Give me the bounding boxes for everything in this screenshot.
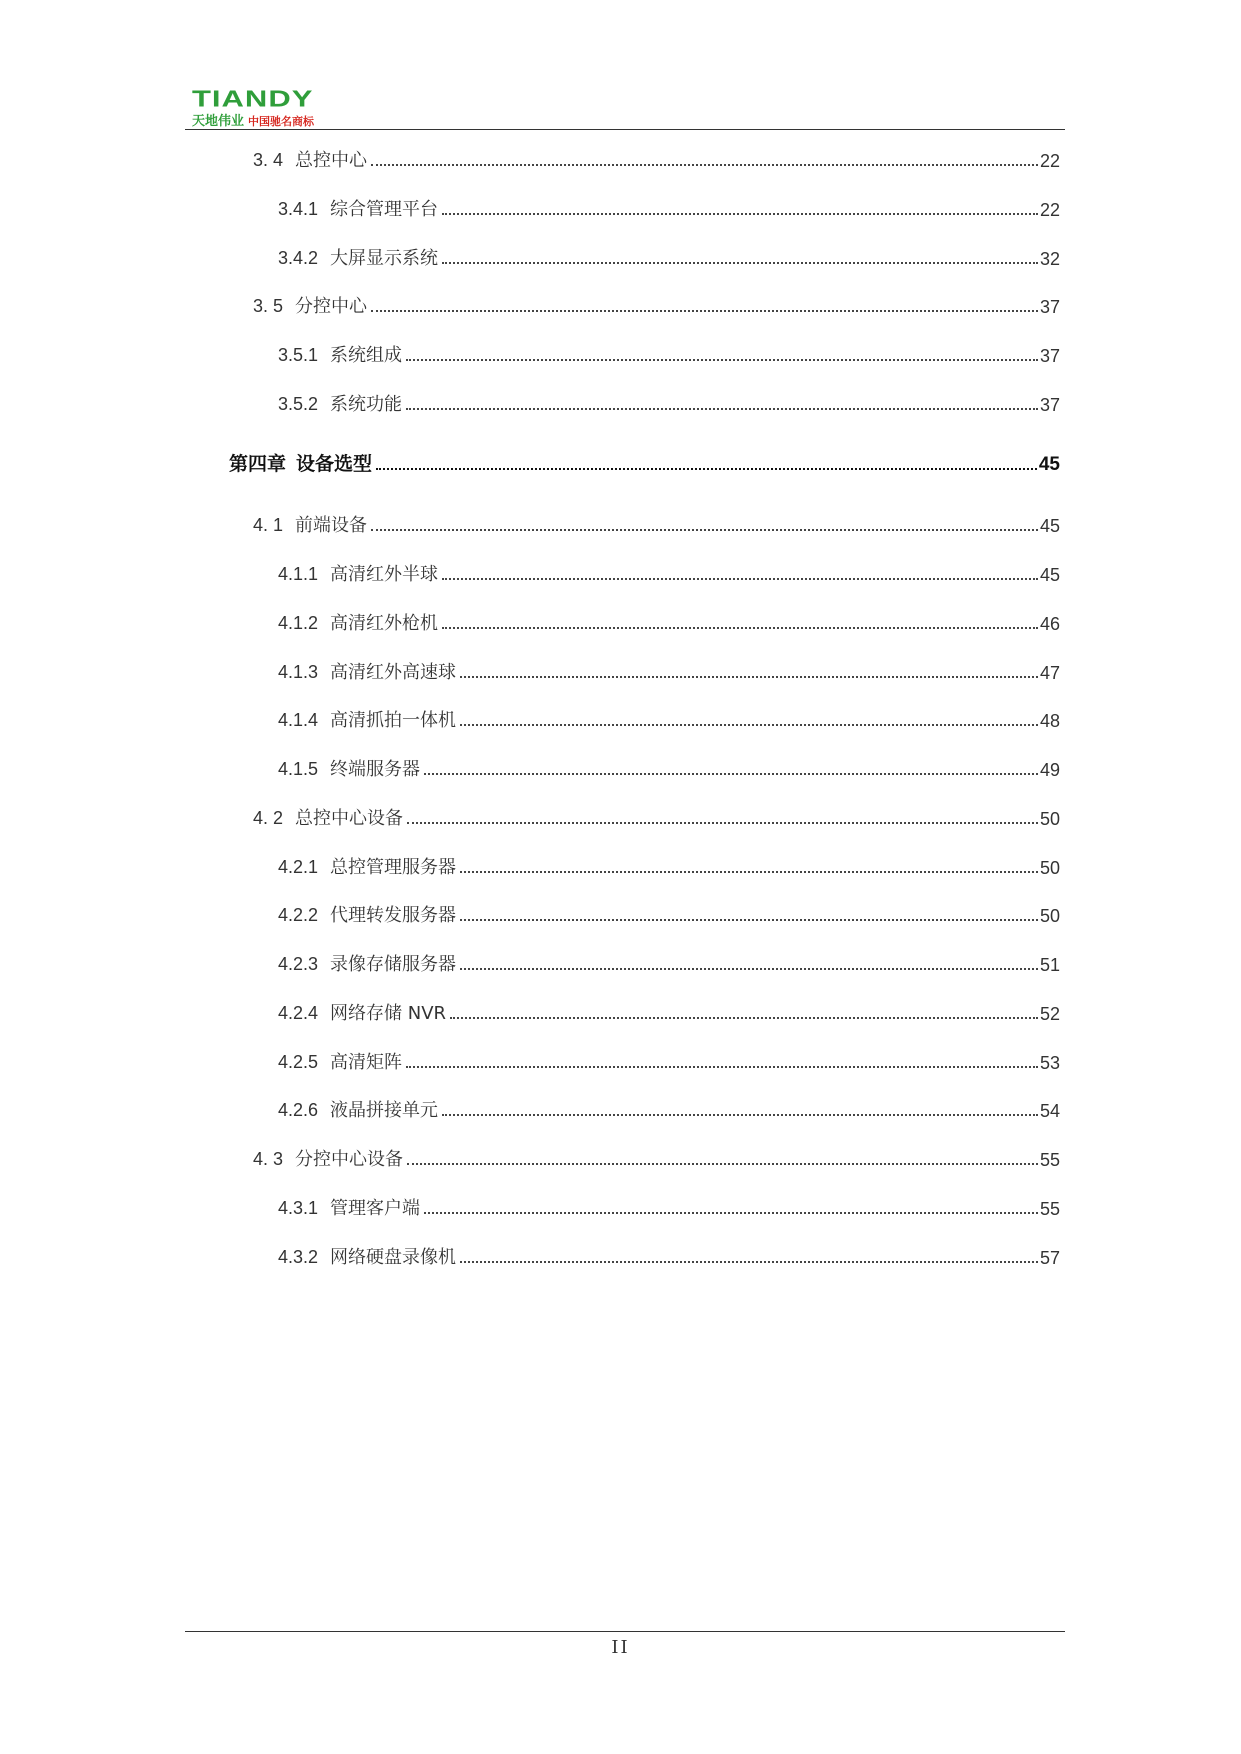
logo-subtitle: [192, 112, 314, 128]
toc-entry-label: [278, 760, 420, 779]
toc-entry[interactable]: [278, 337, 1060, 365]
toc-entry-number: 4.1.4: [278, 710, 319, 730]
toc-entry-title: 前端设备: [295, 515, 368, 536]
toc-entry-page: 45: [1039, 516, 1060, 536]
toc-entry-label: [253, 151, 367, 170]
toc-dot-leader: [460, 676, 1038, 678]
toc-entry-title: 综合管理平台: [330, 199, 439, 220]
toc-entry-number: 4.1.3: [278, 662, 319, 682]
toc-dot-leader: [406, 408, 1038, 410]
toc-entry-title: 高清红外枪机: [330, 613, 439, 634]
toc-entry-label: [253, 297, 367, 316]
toc-entry-title: 系统功能: [330, 394, 403, 415]
toc-entry-title: 高清抓拍一体机: [330, 710, 457, 731]
toc-entry-label: [253, 809, 403, 828]
toc-entry-number: 第四章: [229, 453, 287, 475]
toc-entry-page: 46: [1039, 614, 1060, 634]
toc-entry-title: 终端服务器: [330, 759, 421, 780]
toc-entry-page: 49: [1039, 760, 1060, 780]
toc-dot-leader: [406, 1066, 1038, 1068]
toc-entry[interactable]: [253, 142, 1060, 170]
toc-entry-title: 分控中心: [295, 296, 368, 317]
toc-dot-leader: [460, 919, 1038, 921]
toc-entry-number: 4. 1: [253, 515, 284, 535]
toc-dot-leader: [460, 724, 1038, 726]
toc-entry-page: 52: [1039, 1004, 1060, 1024]
toc-entry[interactable]: [229, 446, 1060, 474]
toc-dot-leader: [442, 578, 1038, 580]
toc-entry-title: 总控中心: [295, 150, 368, 171]
toc-entry-number: 4.2.1: [278, 857, 319, 877]
toc-entry-title: 网络硬盘录像机: [330, 1247, 457, 1268]
toc-entry-label: [278, 1053, 402, 1072]
toc-entry-label: [278, 1004, 446, 1023]
toc-entry-label: [278, 1199, 420, 1218]
toc-entry-number: 3.4.1: [278, 199, 319, 219]
toc-dot-leader: [407, 822, 1038, 824]
toc-entry-page: 37: [1039, 346, 1060, 366]
toc-entry-number: 3.4.2: [278, 248, 319, 268]
toc-entry-page: 47: [1039, 663, 1060, 683]
toc-entry-label: [278, 1248, 456, 1267]
toc-entry-label: [278, 565, 438, 584]
toc-dot-leader: [442, 213, 1038, 215]
toc-entry-title: 高清红外高速球: [330, 662, 457, 683]
toc-dot-leader: [450, 1017, 1038, 1019]
toc-dot-leader: [407, 1163, 1038, 1165]
toc-entry[interactable]: [278, 702, 1060, 730]
tiandy-logo: [192, 85, 315, 129]
toc-entry-label: [253, 1150, 403, 1169]
toc-entry-label: [278, 346, 402, 365]
toc-entry-label: [278, 614, 438, 633]
toc-entry[interactable]: [278, 386, 1060, 414]
toc-entry-label: [278, 200, 438, 219]
toc-entry-page: 37: [1039, 395, 1060, 415]
toc-dot-leader: [442, 1114, 1038, 1116]
toc-dot-leader: [424, 773, 1038, 775]
toc-entry-title: 设备选型: [296, 453, 373, 475]
toc-entry-page: 32: [1039, 249, 1060, 269]
toc-entry-number: 4. 2: [253, 808, 284, 828]
toc-entry[interactable]: [278, 240, 1060, 268]
toc-entry-label: [278, 249, 438, 268]
toc-entry-number: 4.1.2: [278, 613, 319, 633]
header-rule: [185, 129, 1065, 130]
toc-entry-number: 3.5.1: [278, 345, 319, 365]
toc-entry[interactable]: [278, 849, 1060, 877]
toc-entry[interactable]: [278, 751, 1060, 779]
toc-entry-title: 网络存储 NVR: [330, 1003, 447, 1024]
toc-dot-leader: [460, 1261, 1038, 1263]
toc-entry-label: [278, 955, 456, 974]
toc-dot-leader: [376, 468, 1037, 470]
toc-entry-page: 50: [1039, 809, 1060, 829]
page-number: II: [611, 1637, 630, 1658]
toc-entry-page: 54: [1039, 1101, 1060, 1121]
logo-chinese-name: 天地伟业: [192, 114, 245, 129]
toc-entry-page: 55: [1039, 1150, 1060, 1170]
toc-entry[interactable]: [278, 1239, 1060, 1267]
toc-entry-number: 4.1.1: [278, 564, 319, 584]
toc-entry-number: 4.2.2: [278, 905, 319, 925]
toc-entry-page: 51: [1039, 955, 1060, 975]
toc-entry-page: 45: [1039, 565, 1060, 585]
toc-entry[interactable]: [278, 1044, 1060, 1072]
toc-entry-page: 37: [1039, 297, 1060, 317]
toc-dot-leader: [424, 1212, 1038, 1214]
toc-entry-number: 4.3.2: [278, 1247, 319, 1267]
toc-entry[interactable]: [278, 556, 1060, 584]
toc-dot-leader: [460, 871, 1038, 873]
toc-entry-title: 分控中心设备: [295, 1149, 404, 1170]
toc-entry-title: 高清矩阵: [330, 1052, 403, 1073]
toc-dot-leader: [371, 164, 1038, 166]
toc-dot-leader: [442, 262, 1038, 264]
toc-entry-number: 3.5.2: [278, 394, 319, 414]
toc-entry-title: 系统组成: [330, 345, 403, 366]
toc-entry[interactable]: [278, 1190, 1060, 1218]
toc-entry-label: [229, 455, 372, 474]
toc-dot-leader: [442, 627, 1038, 629]
toc-entry-page: 57: [1039, 1248, 1060, 1268]
toc-entry-number: 4.3.1: [278, 1198, 319, 1218]
toc-entry-page: 22: [1039, 200, 1060, 220]
toc-entry-label: [278, 663, 456, 682]
toc-entry-page: 50: [1039, 906, 1060, 926]
toc-entry-number: 4.1.5: [278, 759, 319, 779]
toc-entry-title: 液晶拼接单元: [330, 1100, 439, 1121]
toc-entry-title: 录像存储服务器: [330, 954, 457, 975]
toc-entry[interactable]: [278, 605, 1060, 633]
toc-entry-label: [278, 395, 402, 414]
toc-entry-page: 50: [1039, 858, 1060, 878]
toc-entry-number: 4.2.3: [278, 954, 319, 974]
toc-entry-page: 48: [1039, 711, 1060, 731]
toc-entry-number: 4.2.6: [278, 1100, 319, 1120]
toc-dot-leader: [371, 310, 1038, 312]
toc-entry-number: 3. 4: [253, 150, 284, 170]
toc-entry[interactable]: [278, 995, 1060, 1023]
toc-entry-number: 4.2.4: [278, 1003, 319, 1023]
toc-entry[interactable]: [278, 1092, 1060, 1120]
toc-entry[interactable]: [278, 191, 1060, 219]
toc-entry-page: 45: [1038, 454, 1060, 475]
toc-entry-title: 代理转发服务器: [330, 905, 457, 926]
toc-entry-title: 高清红外半球: [330, 564, 439, 585]
toc-entry[interactable]: [253, 1141, 1060, 1169]
toc-entry-label: [278, 711, 456, 730]
toc-entry-title: 总控管理服务器: [330, 857, 457, 878]
toc-dot-leader: [371, 529, 1038, 531]
toc-entry-label: [278, 906, 456, 925]
toc-entry-page: 22: [1039, 151, 1060, 171]
toc-entry-title: 大屏显示系统: [330, 248, 439, 269]
toc-entry-number: 4. 3: [253, 1149, 284, 1169]
toc-entry-page: 53: [1039, 1053, 1060, 1073]
toc-entry-label: [278, 858, 456, 877]
toc-entry[interactable]: [253, 288, 1060, 316]
toc-entry[interactable]: [278, 654, 1060, 682]
toc-entry-title: 管理客户端: [330, 1198, 421, 1219]
toc-entry[interactable]: [278, 946, 1060, 974]
toc-entry[interactable]: [253, 507, 1060, 535]
logo-wordmark: TIANDY: [192, 85, 314, 112]
toc-entry-page: 55: [1039, 1199, 1060, 1219]
toc-entry[interactable]: [253, 800, 1060, 828]
toc-entry-title: 总控中心设备: [295, 808, 404, 829]
toc-dot-leader: [406, 359, 1038, 361]
toc-dot-leader: [460, 968, 1038, 970]
toc-entry-label: [253, 516, 367, 535]
toc-entry-label: [278, 1101, 438, 1120]
toc-entry[interactable]: [278, 897, 1060, 925]
toc-entry-number: 3. 5: [253, 296, 284, 316]
logo-trademark-text: 中国驰名商标: [248, 115, 315, 128]
toc-entry-number: 4.2.5: [278, 1052, 319, 1072]
footer-rule: [185, 1631, 1065, 1632]
